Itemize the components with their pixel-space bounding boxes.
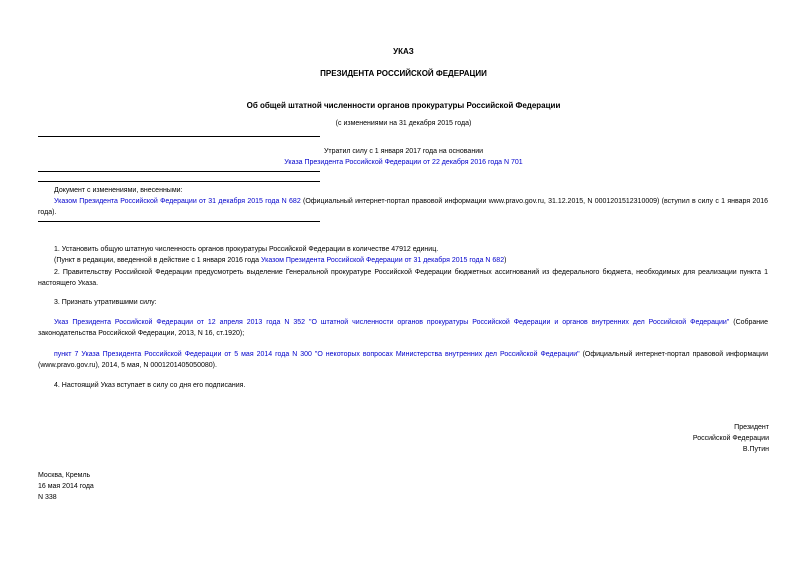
amendments-block — [38, 185, 768, 218]
lost-force-text: Утратил силу с 1 января 2017 года на основании — [323, 148, 484, 155]
divider — [38, 171, 320, 172]
paragraph-1: 1. Установить общую штатную численность органов прокуратуры Российской Федерации в количестве 47912 единиц. — [54, 246, 439, 253]
note-suffix: ) — [504, 257, 507, 264]
repealed-decree-tail: (Собрание законодательства Российской Федерации, 2013, N 16, ст.1920); — [38, 319, 768, 337]
paragraph-2: 2. Правительству Российской Федерации предусмотреть выделение Генеральной прокуратуре Российской Федерации бюджетных ассигнований из федерального бюджета, необходимых для реализации пункта 1 настоящего Указа. — [38, 269, 768, 287]
signature-title: Президент — [734, 424, 769, 431]
divider — [38, 136, 320, 137]
divider — [38, 181, 320, 182]
lost-force-link[interactable]: Указа Президента Российской Федерации от 22 декабря 2016 года N 701 — [284, 159, 523, 166]
lost-force-link-wrap — [0, 159, 807, 166]
footer-place: Москва, Кремль — [38, 472, 91, 479]
paragraph-3a — [38, 317, 768, 339]
divider — [38, 221, 320, 222]
repealed-clause-link[interactable]: пункт 7 Указа Президента Российской Федерации от 5 мая 2014 года N 300 "О некоторых вопросах Министерства внутренних дел Российской Федерации" — [54, 351, 580, 358]
amendments-text — [38, 196, 768, 218]
amendment-tail: (Официальный интернет-портал правовой информации www.pravo.gov.ru, 31.12.2015, N 0001201512310009) (вступил в силу с 1 января 2016 года). — [38, 198, 768, 216]
paragraph-4: 4. Настоящий Указ вступает в силу со дня его подписания. — [54, 382, 246, 389]
note-prefix: (Пункт в редакции, введенной в действие с 1 января 2016 года — [54, 257, 261, 264]
decree-title: УКАЗ — [393, 47, 414, 56]
signature-name: В.Путин — [742, 446, 769, 453]
footer-number: N 338 — [38, 494, 57, 501]
repealed-clause-tail: (Официальный интернет-портал правовой информации (www.pravo.gov.ru), 2014, 5 мая, N 0001201405050080). — [38, 351, 768, 369]
signature-office: Российской Федерации — [692, 435, 769, 442]
amendments-label: Документ с изменениями, внесенными: — [54, 187, 183, 194]
paragraph-3b — [38, 349, 768, 371]
decree-issuer: ПРЕЗИДЕНТА РОССИЙСКОЙ ФЕДЕРАЦИИ — [320, 69, 487, 78]
note-link[interactable]: Указом Президента Российской Федерации от 31 декабря 2015 года N 682 — [260, 257, 505, 264]
paragraph-3: 3. Признать утратившими силу: — [54, 299, 157, 306]
paragraph-1-note — [38, 255, 768, 266]
footer-date: 16 мая 2014 года — [38, 483, 94, 490]
decree-subject: Об общей штатной численности органов прокуратуры Российской Федерации — [246, 101, 561, 110]
changes-note: (с изменениями на 31 декабря 2015 года) — [335, 120, 472, 127]
signature-block — [693, 422, 769, 455]
footer-block — [38, 470, 94, 503]
repealed-decree-link[interactable]: Указ Президента Российской Федерации от 12 апреля 2013 года N 352 "О штатной численности органов прокуратуры Российской Федерации и органов внутренних дел Российской Федерации" — [54, 319, 730, 326]
amendment-link[interactable]: Указом Президента Российской Федерации от 31 декабря 2015 года N 682 — [54, 198, 301, 205]
